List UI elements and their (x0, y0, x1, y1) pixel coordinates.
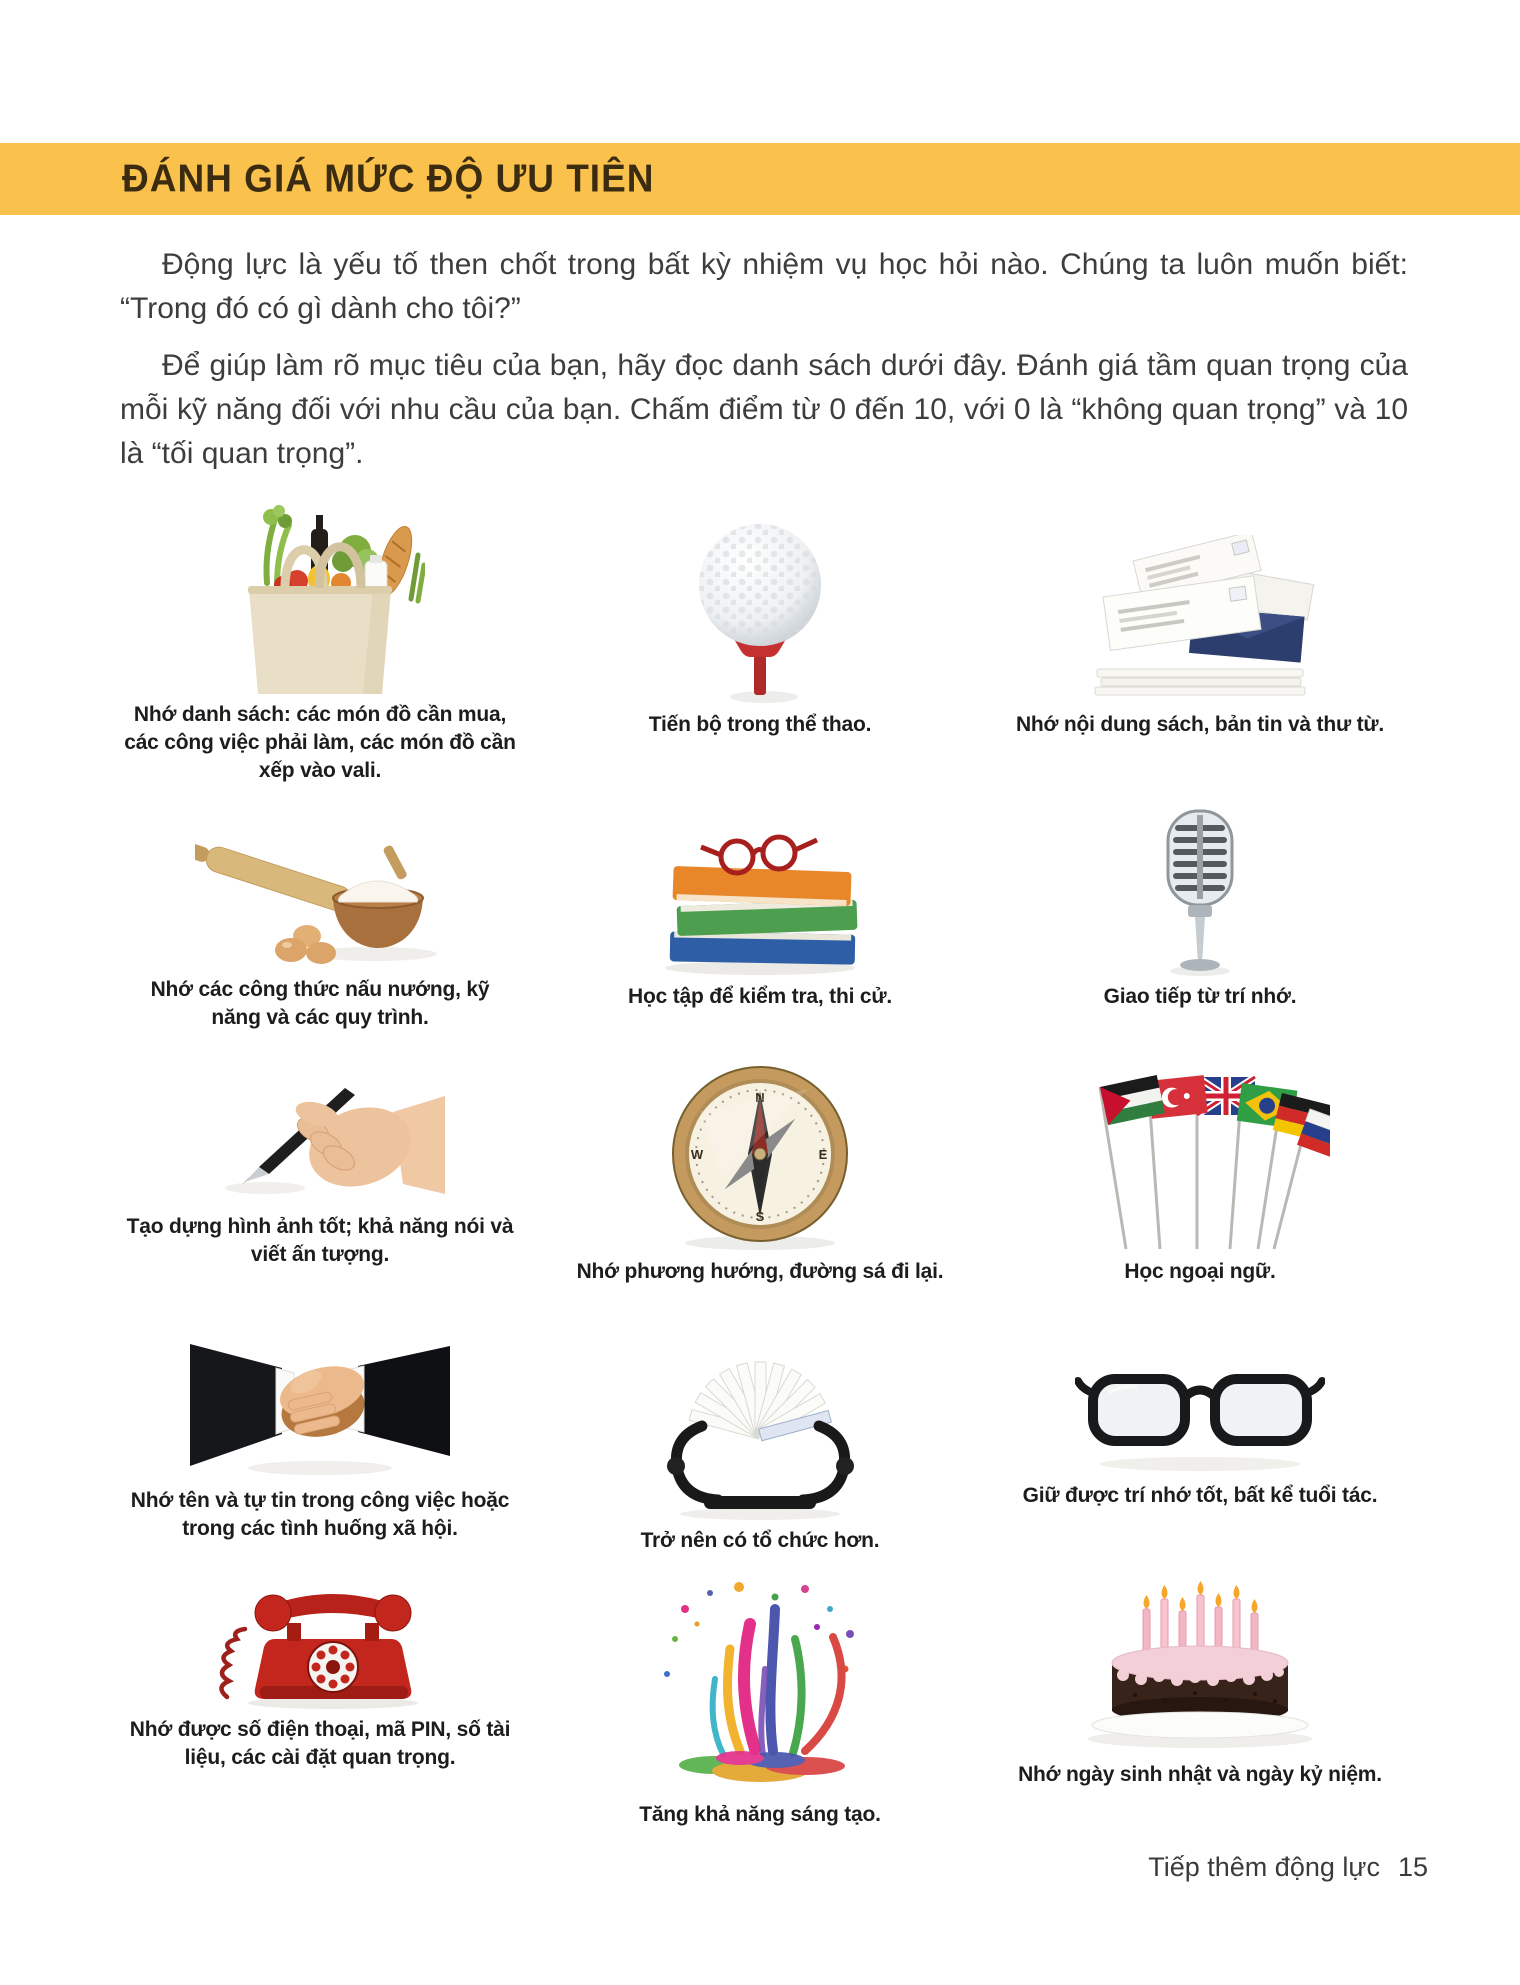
grid-item-sport (540, 500, 980, 739)
cooking-tools-image (100, 805, 540, 970)
grid-item-mail (980, 500, 1420, 739)
book-stack-image (540, 805, 980, 977)
page-footer (1148, 1852, 1428, 1883)
grid-item-organized (540, 1311, 980, 1555)
item-caption: Nhớ danh sách: các món đồ cần mua, các công việc phải làm, các món đồ cần xếp vào vali. (124, 703, 516, 782)
item-caption: Giao tiếp từ trí nhớ. (1103, 985, 1297, 1008)
golf-ball-image (540, 500, 980, 705)
eyeglasses-image (980, 1311, 1420, 1476)
paint-splash-image (540, 1575, 980, 1795)
item-caption: Nhớ được số điện thoại, mã PIN, số tài liệu, các cài đặt quan trọng. (129, 1718, 511, 1769)
section-title-bar (0, 143, 1520, 215)
intro-paragraph-2: Để giúp làm rõ mục tiêu của bạn, hãy đọc danh sách dưới đây. Đánh giá tầm quan trọng của mỗi kỹ năng đối với nhu cầu của bạn. Chấm điểm từ 0 đến 10, với 0 là “không quan trọng” và 10 là “tối quan trọng”. (120, 349, 1408, 470)
svg-text:S: S (755, 1209, 765, 1224)
intro-text (120, 243, 1408, 489)
item-caption: Nhớ ngày sinh nhật và ngày kỷ niệm. (1018, 1763, 1382, 1786)
grid-item-groceries (100, 500, 540, 785)
svg-text:N: N (755, 1090, 765, 1105)
mail-stack-image (980, 500, 1420, 705)
birthday-cake-image (980, 1575, 1420, 1755)
svg-text:E: E (818, 1147, 828, 1162)
handshake-image (100, 1311, 540, 1481)
item-caption: Học tập để kiểm tra, thi cử. (627, 985, 892, 1008)
rotary-phone-image (100, 1575, 540, 1710)
grid-item-cooking (100, 805, 540, 1032)
flags-image (980, 1057, 1420, 1252)
grid-item-study (540, 805, 980, 1011)
compass-image (540, 1057, 980, 1252)
footer-running-title: Tiếp thêm động lực (1148, 1852, 1380, 1882)
grid-item-birthdays (980, 1575, 1420, 1789)
grid-item-writing (100, 1057, 540, 1269)
microphone-image (980, 805, 1420, 977)
grid-item-memory-age (980, 1311, 1420, 1510)
grid-item-creativity (540, 1575, 980, 1829)
footer-page-number: 15 (1397, 1852, 1428, 1882)
item-caption: Tăng khả năng sáng tạo. (639, 1803, 881, 1826)
item-caption: Tạo dựng hình ảnh tốt; khả năng nói và viết ấn tượng. (126, 1215, 514, 1266)
grid-item-languages (980, 1057, 1420, 1286)
intro-paragraph-1: Động lực là yếu tố then chốt trong bất kỳ nhiệm vụ học hỏi nào. Chúng ta luôn muốn biết: “Trong đó có gì dành cho tôi?” (120, 248, 1408, 325)
item-caption: Nhớ nội dung sách, bản tin và thư từ. (1015, 713, 1385, 736)
writing-hand-image (100, 1057, 540, 1207)
section-title: ĐÁNH GIÁ MỨC ĐỘ ƯU TIÊN (122, 156, 655, 200)
item-caption: Nhớ phương hướng, đường sá đi lại. (576, 1260, 944, 1283)
item-caption: Trở nên có tổ chức hơn. (640, 1529, 880, 1552)
rolodex-image (540, 1311, 980, 1521)
grid-item-directions (540, 1057, 980, 1286)
grid-item-networking (100, 1311, 540, 1543)
grocery-bag-image (100, 500, 540, 695)
item-caption: Tiến bộ trong thể thao. (648, 713, 872, 736)
skills-grid (100, 500, 1420, 1829)
item-caption: Giữ được trí nhớ tốt, bất kể tuổi tác. (1022, 1484, 1378, 1507)
grid-item-numbers (100, 1575, 540, 1772)
item-caption: Học ngoại ngữ. (1124, 1260, 1276, 1283)
svg-text:W: W (690, 1147, 704, 1162)
item-caption: Nhớ tên và tự tin trong công việc hoặc trong các tình huống xã hội. (130, 1489, 510, 1540)
item-caption: Nhớ các công thức nấu nướng, kỹ năng và các quy trình. (150, 978, 490, 1029)
grid-item-speaking (980, 805, 1420, 1011)
